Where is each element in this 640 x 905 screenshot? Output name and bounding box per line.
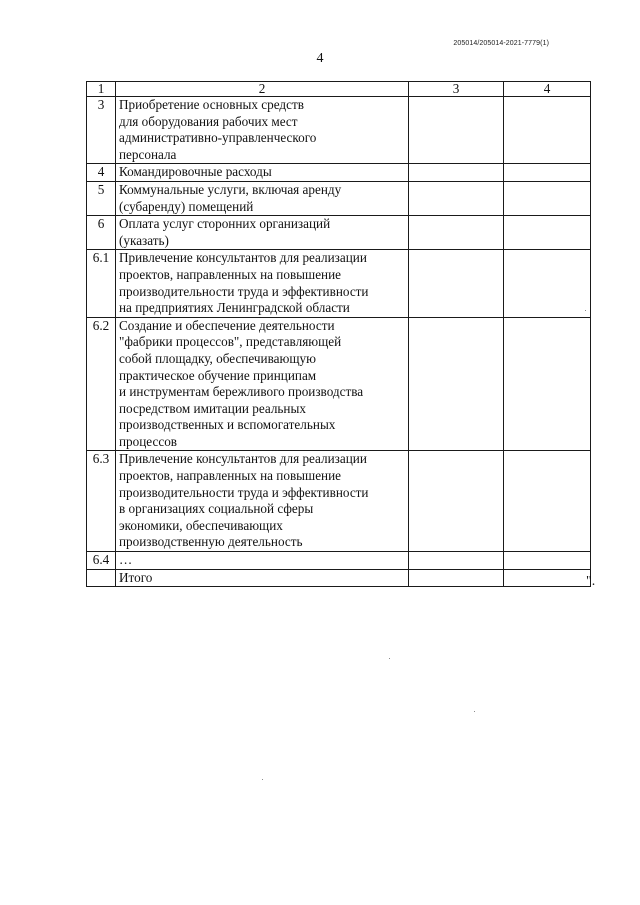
column-3-value (409, 569, 504, 587)
expense-table (86, 81, 591, 587)
description-line: (субаренду) помещений (119, 198, 254, 214)
table-row (87, 97, 591, 164)
scan-speck (474, 711, 475, 712)
description-line: … (119, 552, 133, 568)
description-line: Коммунальные услуги, включая аренду (119, 181, 342, 197)
description-line: Привлечение консультантов для реализации (119, 250, 367, 266)
description-line: административно-управленческого (119, 130, 317, 146)
row-description (116, 97, 409, 164)
scan-speck (389, 658, 390, 659)
row-description (116, 569, 409, 587)
description-line: Приобретение основных средств (119, 97, 304, 112)
description-line: производительности труда и эффективности (119, 484, 369, 500)
row-description (116, 451, 409, 552)
column-4-value (504, 552, 591, 570)
column-4-value (504, 181, 591, 215)
description-line: процессов (119, 433, 178, 449)
column-3-value (409, 451, 504, 552)
column-header: 1 (87, 82, 116, 97)
column-4-value (504, 451, 591, 552)
column-4-value (504, 317, 591, 451)
description-line: Привлечение консультантов для реализации (119, 451, 367, 467)
description-line: персонала (119, 146, 177, 162)
scan-speck (262, 779, 263, 780)
row-number: 4 (87, 164, 116, 182)
description-line: производственную деятельность (119, 534, 303, 550)
row-number: 6.4 (87, 552, 116, 570)
description-line: и инструментам бережливого производства (119, 384, 364, 400)
table-row (87, 250, 591, 317)
column-3-value (409, 250, 504, 317)
column-header: 4 (504, 82, 591, 97)
description-line: в организациях социальной сферы (119, 501, 314, 517)
description-line: производственных и вспомогательных (119, 417, 336, 433)
column-3-value (409, 317, 504, 451)
table-header-row (87, 82, 591, 97)
description-line: собой площадку, обеспечивающую (119, 350, 316, 366)
document-id: 205014/205014-2021-7779(1) (453, 40, 549, 47)
column-4-value (504, 164, 591, 182)
closing-quote: ". (586, 574, 596, 589)
row-description (116, 552, 409, 570)
column-header: 2 (116, 82, 409, 97)
row-number: 6.3 (87, 451, 116, 552)
description-line: производительности труда и эффективности (119, 283, 369, 299)
table-row (87, 317, 591, 451)
description-line: практическое обучение принципам (119, 367, 317, 383)
column-header: 3 (409, 82, 504, 97)
row-number: 5 (87, 181, 116, 215)
table-row (87, 569, 591, 587)
description-line: Оплата услуг сторонних организаций (119, 216, 331, 232)
description-line: проектов, направленных на повышение (119, 468, 342, 484)
description-line: "фабрики процессов", представляющей (119, 334, 342, 350)
row-description (116, 317, 409, 451)
row-description (116, 216, 409, 250)
column-3-value (409, 552, 504, 570)
description-line: Создание и обеспечение деятельности (119, 317, 335, 333)
row-description (116, 250, 409, 317)
row-number: 3 (87, 97, 116, 164)
row-number (87, 569, 116, 587)
table-row (87, 181, 591, 215)
table-row (87, 216, 591, 250)
scan-speck (585, 310, 586, 311)
table-row (87, 552, 591, 570)
row-number: 6 (87, 216, 116, 250)
table-row (87, 451, 591, 552)
column-3-value (409, 216, 504, 250)
description-line: проектов, направленных на повышение (119, 266, 342, 282)
description-line: на предприятиях Ленинградской области (119, 300, 350, 316)
table-row (87, 164, 591, 182)
row-number: 6.2 (87, 317, 116, 451)
column-4-value (504, 216, 591, 250)
row-description (116, 164, 409, 182)
description-line: экономики, обеспечивающих (119, 517, 283, 533)
description-line: Командировочные расходы (119, 164, 272, 180)
column-4-value (504, 250, 591, 317)
column-3-value (409, 181, 504, 215)
description-line: для оборудования рабочих мест (119, 113, 298, 129)
column-4-value (504, 97, 591, 164)
column-3-value (409, 97, 504, 164)
description-line: Итого (119, 569, 153, 585)
column-4-value (504, 569, 591, 587)
description-line: посредством имитации реальных (119, 400, 306, 416)
row-number: 6.1 (87, 250, 116, 317)
page-number: 4 (316, 51, 324, 66)
description-line: (указать) (119, 232, 169, 248)
column-3-value (409, 164, 504, 182)
row-description (116, 181, 409, 215)
